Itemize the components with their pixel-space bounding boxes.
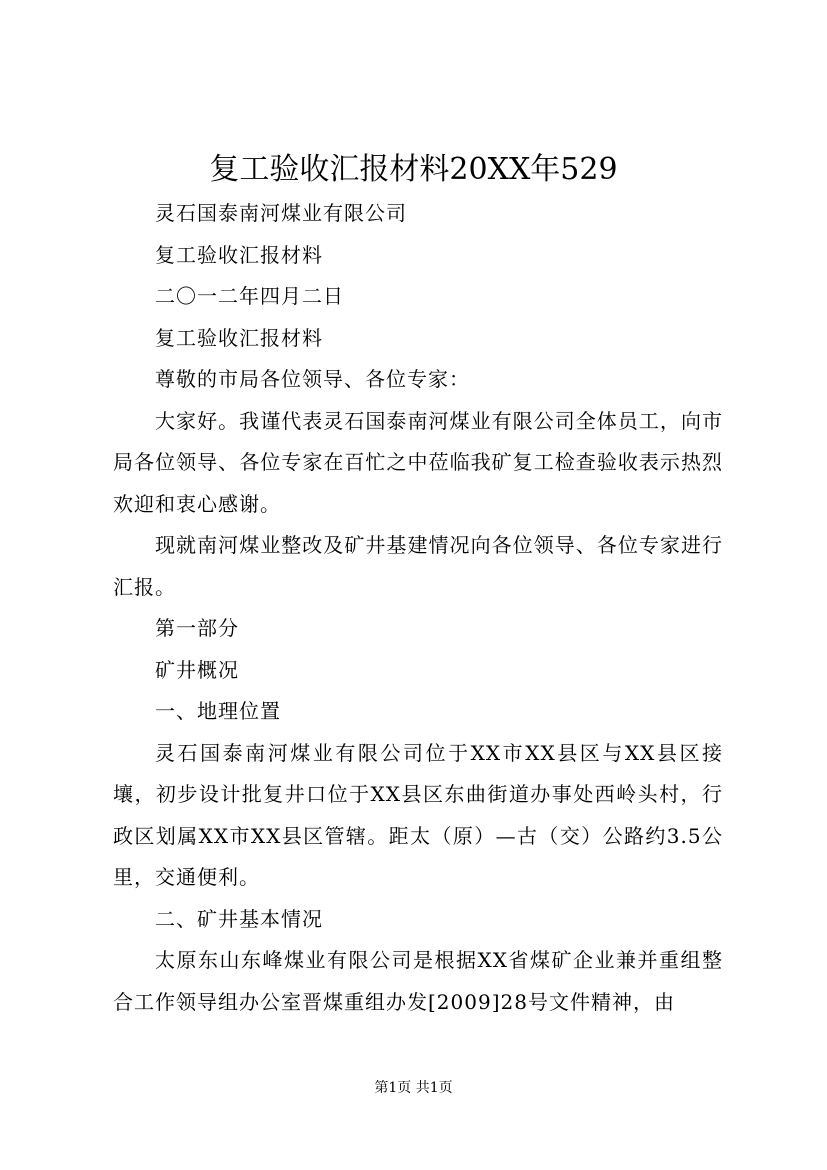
paragraph-report-heading-repeat: 复工验收汇报材料 <box>155 325 323 350</box>
paragraph-part-one: 第一部分 <box>155 616 239 640</box>
document-body <box>113 193 723 1023</box>
paragraph-section-basic-info: 二、矿井基本情况 <box>155 906 323 931</box>
document-title: 复工验收汇报材料20XX年529 <box>209 152 618 187</box>
paragraph-greeting: 大家好。我谨代表灵石国泰南河煤业有限公司全体员工，向市局各位领导、各位专家在百忙之中莅临我矿复工检查验收表示热烈欢迎和衷心感谢。 <box>113 408 723 516</box>
paragraph-section-location: 一、地理位置 <box>155 699 281 723</box>
paragraph-company-name: 灵石国泰南河煤业有限公司 <box>155 201 407 225</box>
paragraph-date: 二〇一二年四月二日 <box>155 284 344 308</box>
paragraph-report-heading: 复工验收汇报材料 <box>155 242 323 267</box>
paragraph-location-details: 灵石国泰南河煤业有限公司位于XX市XX县区与XX县区接壤，初步设计批复井口位于XX县区东曲街道办事处西岭头村，行政区划属XX市XX县区管辖。距太（原）—古（交）公路约3.5公里，交通便利。 <box>113 740 723 889</box>
page-footer: 第1页 共1页 <box>374 1080 453 1096</box>
paragraph-mine-overview: 矿井概况 <box>155 657 239 682</box>
paragraph-introduction: 现就南河煤业整改及矿井基建情况向各位领导、各位专家进行汇报。 <box>113 533 723 599</box>
paragraph-basic-info-details: 太原东山东峰煤业有限公司是根据XX省煤矿企业兼并重组整合工作领导组办公室晋煤重组办发[2009]28号文件精神，由 <box>113 948 723 1014</box>
paragraph-salutation: 尊敬的市局各位领导、各位专家： <box>155 367 470 391</box>
